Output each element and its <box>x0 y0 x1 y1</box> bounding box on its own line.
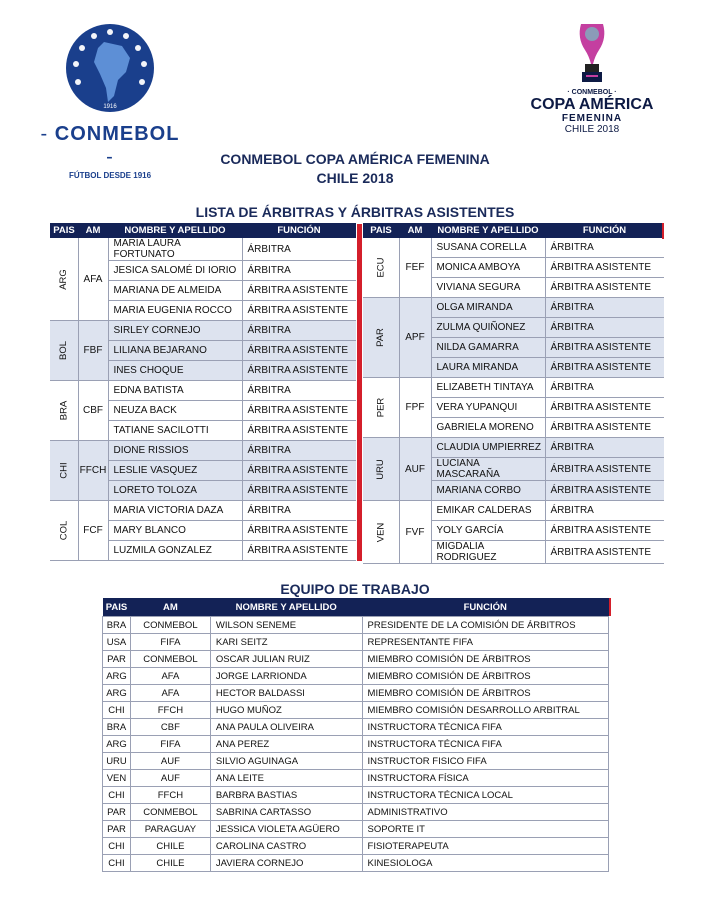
table-row <box>103 685 609 702</box>
table-row <box>363 238 664 258</box>
country-group <box>363 298 664 378</box>
referee-role: ÁRBITRA ASISTENTE <box>242 481 356 501</box>
referee-role: ÁRBITRA ASISTENTE <box>545 398 664 418</box>
logo-line3: FEMENINA <box>561 113 623 124</box>
badge-year: 1916 <box>103 104 117 110</box>
member-role: MIEMBRO COMISIÓN DE ÁRBITROS <box>362 685 608 702</box>
association-cell: APF <box>399 298 431 378</box>
referee-name: LORETO TOLOZA <box>108 481 242 501</box>
member-name: ANA PEREZ <box>210 736 362 753</box>
country-code: PAR <box>103 804 131 821</box>
country-code: ARG <box>103 685 131 702</box>
country-code-cell <box>363 238 399 298</box>
association-cell: CBF <box>78 381 108 441</box>
brand-name: CONMEBOL <box>54 123 180 145</box>
country-code: CHI <box>58 462 70 479</box>
referee-name: VERA YUPANQUI <box>431 398 545 418</box>
association: CONMEBOL <box>130 804 210 821</box>
header-accent <box>662 223 664 239</box>
referee-name: MARY BLANCO <box>108 521 242 541</box>
member-name: HECTOR BALDASSI <box>210 685 362 702</box>
trophy-icon <box>567 20 617 84</box>
table-row <box>363 438 664 458</box>
page-title: CONMEBOL COPA AMÉRICA FEMENINA <box>220 151 490 167</box>
referee-role: ÁRBITRA <box>545 238 664 258</box>
association: AFA <box>130 685 210 702</box>
table-row <box>363 378 664 398</box>
country-code: USA <box>103 634 131 651</box>
member-role: SOPORTE IT <box>362 821 608 838</box>
referee-role: ÁRBITRA ASISTENTE <box>242 461 356 481</box>
referee-role: ÁRBITRA <box>545 378 664 398</box>
referee-role: ÁRBITRA ASISTENTE <box>242 421 356 441</box>
referee-name: VIVIANA SEGURA <box>431 278 545 298</box>
member-name: JORGE LARRIONDA <box>210 668 362 685</box>
referee-role: ÁRBITRA ASISTENTE <box>545 458 664 481</box>
member-name: SABRINA CARTASSO <box>210 804 362 821</box>
referee-role: ÁRBITRA ASISTENTE <box>545 481 664 501</box>
association-cell: FEF <box>399 238 431 298</box>
logo-line2: COPA AMÉRICA <box>530 96 654 113</box>
table-row <box>103 855 609 872</box>
table-row <box>103 787 609 804</box>
table-divider <box>357 224 362 561</box>
country-code: CHI <box>103 787 131 804</box>
country-group <box>363 238 664 298</box>
logo-line1: · CONMEBOL · <box>567 89 617 96</box>
referee-role: ÁRBITRA ASISTENTE <box>242 341 356 361</box>
referee-name: MARIANA CORBO <box>431 481 545 501</box>
member-role: MIEMBRO COMISIÓN DE ÁRBITROS <box>362 668 608 685</box>
col-funcion: FUNCIÓN <box>242 223 356 238</box>
referee-role: ÁRBITRA ASISTENTE <box>545 338 664 358</box>
association: CONMEBOL <box>130 617 210 634</box>
country-code-cell <box>50 321 78 381</box>
referee-name: ELIZABETH TINTAYA <box>431 378 545 398</box>
referee-role: ÁRBITRA <box>545 298 664 318</box>
col-funcion: FUNCIÓN <box>362 598 608 617</box>
table-row <box>50 238 356 261</box>
association-cell: FCF <box>78 501 108 561</box>
referee-name: SUSANA CORELLA <box>431 238 545 258</box>
member-role: MIEMBRO COMISIÓN DE ÁRBITROS <box>362 651 608 668</box>
referee-role: ÁRBITRA ASISTENTE <box>545 278 664 298</box>
country-code: ARG <box>103 736 131 753</box>
country-code: VEN <box>103 770 131 787</box>
association: CONMEBOL <box>130 651 210 668</box>
table-row <box>363 501 664 521</box>
association: FIFA <box>130 736 210 753</box>
referee-role: ÁRBITRA <box>242 441 356 461</box>
country-code-cell <box>363 501 399 564</box>
country-code-cell <box>363 298 399 378</box>
association: FIFA <box>130 634 210 651</box>
header-accent <box>609 598 611 616</box>
referee-name: EDNA BATISTA <box>108 381 242 401</box>
member-name: SILVIO AGUINAGA <box>210 753 362 770</box>
table-row <box>50 501 356 521</box>
col-nombre: NOMBRE Y APELLIDO <box>431 223 545 238</box>
referee-name: CLAUDIA UMPIERREZ <box>431 438 545 458</box>
country-group <box>50 381 356 441</box>
member-role: INSTRUCTORA FÍSICA <box>362 770 608 787</box>
col-nombre: NOMBRE Y APELLIDO <box>210 598 362 617</box>
member-role: MIEMBRO COMISIÓN DESARROLLO ARBITRAL <box>362 702 608 719</box>
country-code: BRA <box>58 400 70 421</box>
table-row <box>103 617 609 634</box>
association: CHILE <box>130 855 210 872</box>
association: CBF <box>130 719 210 736</box>
table-row <box>103 668 609 685</box>
country-code: PAR <box>103 821 131 838</box>
member-name: JESSICA VIOLETA AGÜERO <box>210 821 362 838</box>
association-cell: FVF <box>399 501 431 564</box>
col-pais: PAIS <box>50 223 78 238</box>
referee-name: LESLIE VASQUEZ <box>108 461 242 481</box>
association-cell: FFCH <box>78 441 108 501</box>
referee-name: MARIA EUGENIA ROCCO <box>108 301 242 321</box>
referee-name: LUCIANA MASCARAÑA <box>431 458 545 481</box>
country-code: CHI <box>103 702 131 719</box>
referee-name: SIRLEY CORNEJO <box>108 321 242 341</box>
association: AFA <box>130 668 210 685</box>
table-row <box>103 634 609 651</box>
member-name: ANA LEITE <box>210 770 362 787</box>
referee-role: ÁRBITRA ASISTENTE <box>242 401 356 421</box>
country-group <box>363 378 664 438</box>
referee-role: ÁRBITRA ASISTENTE <box>545 358 664 378</box>
referee-name: EMIKAR CALDERAS <box>431 501 545 521</box>
member-role: KINESIOLOGA <box>362 855 608 872</box>
table-row <box>103 838 609 855</box>
country-code: BRA <box>103 719 131 736</box>
referee-role: ÁRBITRA <box>242 261 356 281</box>
referee-name: MONICA AMBOYA <box>431 258 545 278</box>
association: CHILE <box>130 838 210 855</box>
referee-role: ÁRBITRA <box>242 321 356 341</box>
member-role: ADMINISTRATIVO <box>362 804 608 821</box>
referee-name: OLGA MIRANDA <box>431 298 545 318</box>
conmebol-globe-icon <box>64 22 156 114</box>
member-name: JAVIERA CORNEJO <box>210 855 362 872</box>
referee-name: NILDA GAMARRA <box>431 338 545 358</box>
col-pais: PAIS <box>103 598 131 617</box>
col-funcion: FUNCIÓN <box>545 223 664 238</box>
association-cell: AFA <box>78 238 108 321</box>
referee-name: LUZMILA GONZALEZ <box>108 541 242 561</box>
referee-role: ÁRBITRA ASISTENTE <box>242 541 356 561</box>
page-subtitle: CHILE 2018 <box>316 170 394 186</box>
col-pais: PAIS <box>363 223 399 238</box>
referee-name: YOLY GARCÍA <box>431 521 545 541</box>
table-row <box>103 804 609 821</box>
country-group <box>363 501 664 564</box>
association: AUF <box>130 770 210 787</box>
country-code: BRA <box>103 617 131 634</box>
country-group <box>363 438 664 501</box>
country-code: ARG <box>58 268 70 290</box>
referee-role: ÁRBITRA ASISTENTE <box>242 281 356 301</box>
referee-name: INES CHOQUE <box>108 361 242 381</box>
team-title: EQUIPO DE TRABAJO <box>280 581 430 597</box>
table-row <box>50 441 356 461</box>
copa-america-logo <box>528 20 656 140</box>
country-code-cell <box>50 441 78 501</box>
referee-name: JESICA SALOMÉ DI IORIO <box>108 261 242 281</box>
table-row <box>103 770 609 787</box>
referee-role: ÁRBITRA <box>242 238 356 261</box>
table-row <box>363 298 664 318</box>
member-name: WILSON SENEME <box>210 617 362 634</box>
table-row <box>103 753 609 770</box>
country-group <box>50 238 356 321</box>
table-row <box>50 381 356 401</box>
country-code-cell <box>363 378 399 438</box>
country-code-cell <box>50 238 78 321</box>
referee-role: ÁRBITRA ASISTENTE <box>242 361 356 381</box>
country-code: ARG <box>103 668 131 685</box>
country-code: PAR <box>103 651 131 668</box>
country-code: PER <box>375 397 387 418</box>
country-code: URU <box>375 458 387 480</box>
referee-name: GABRIELA MORENO <box>431 418 545 438</box>
col-am: AM <box>130 598 210 617</box>
country-group <box>50 441 356 501</box>
referee-name: MIGDALIA RODRIGUEZ <box>431 541 545 564</box>
col-nombre: NOMBRE Y APELLIDO <box>108 223 242 238</box>
country-code: CHI <box>103 855 131 872</box>
country-code-cell <box>363 438 399 501</box>
country-code: BOL <box>58 340 70 361</box>
col-am: AM <box>78 223 108 238</box>
country-group <box>50 321 356 381</box>
referee-name: MARIA VICTORIA DAZA <box>108 501 242 521</box>
association: PARAGUAY <box>130 821 210 838</box>
table-row <box>50 321 356 341</box>
brand-tagline: FÚTBOL DESDE 1916 <box>68 171 152 180</box>
country-group <box>50 501 356 561</box>
referee-name: ZULMA QUIÑONEZ <box>431 318 545 338</box>
table-row <box>103 821 609 838</box>
member-role: INSTRUCTORA TÉCNICA FIFA <box>362 736 608 753</box>
association-cell: AUF <box>399 438 431 501</box>
table-row <box>103 719 609 736</box>
member-role: PRESIDENTE DE LA COMISIÓN DE ÁRBITROS <box>362 617 608 634</box>
referee-role: ÁRBITRA <box>242 501 356 521</box>
association-cell: FPF <box>399 378 431 438</box>
country-code-cell <box>50 381 78 441</box>
referee-role: ÁRBITRA ASISTENTE <box>242 521 356 541</box>
referee-role: ÁRBITRA ASISTENTE <box>545 258 664 278</box>
team-table <box>102 598 609 872</box>
col-am: AM <box>399 223 431 238</box>
association: AUF <box>130 753 210 770</box>
referee-role: ÁRBITRA ASISTENTE <box>242 301 356 321</box>
referee-name: LILIANA BEJARANO <box>108 341 242 361</box>
referees-table-left <box>50 223 356 561</box>
member-name: HUGO MUÑOZ <box>210 702 362 719</box>
referee-name: MARIANA DE ALMEIDA <box>108 281 242 301</box>
member-name: BARBRA BASTIAS <box>210 787 362 804</box>
conmebol-logo: 1916 - CONMEBOL - FÚTBOL DESDE 1916 <box>40 18 180 148</box>
country-code: VEN <box>375 522 387 542</box>
referees-table-right <box>363 223 664 564</box>
table-row <box>103 736 609 753</box>
member-name: KARI SEITZ <box>210 634 362 651</box>
country-code-cell <box>50 501 78 561</box>
country-code: PAR <box>375 328 387 347</box>
member-name: CAROLINA CASTRO <box>210 838 362 855</box>
country-code: COL <box>58 520 70 541</box>
referee-role: ÁRBITRA ASISTENTE <box>545 418 664 438</box>
member-role: INSTRUCTORA TÉCNICA LOCAL <box>362 787 608 804</box>
association-cell: FBF <box>78 321 108 381</box>
referee-role: ÁRBITRA <box>545 438 664 458</box>
logo-line4: CHILE 2018 <box>564 124 620 135</box>
referee-role: ÁRBITRA <box>545 501 664 521</box>
referee-role: ÁRBITRA <box>242 381 356 401</box>
referee-role: ÁRBITRA ASISTENTE <box>545 541 664 564</box>
referee-role: ÁRBITRA <box>545 318 664 338</box>
referee-name: NEUZA BACK <box>108 401 242 421</box>
country-code: ECU <box>375 257 387 278</box>
member-name: ANA PAULA OLIVEIRA <box>210 719 362 736</box>
member-role: INSTRUCTORA TÉCNICA FIFA <box>362 719 608 736</box>
member-role: FISIOTERAPEUTA <box>362 838 608 855</box>
country-code: URU <box>103 753 131 770</box>
referee-name: MARIA LAURA FORTUNATO <box>108 238 242 261</box>
member-name: OSCAR JULIAN RUIZ <box>210 651 362 668</box>
referee-name: LAURA MIRANDA <box>431 358 545 378</box>
association: FFCH <box>130 702 210 719</box>
member-role: INSTRUCTOR FISICO FIFA <box>362 753 608 770</box>
table-row <box>103 651 609 668</box>
table-row <box>103 702 609 719</box>
association: FFCH <box>130 787 210 804</box>
referee-name: TATIANE SACILOTTI <box>108 421 242 441</box>
referee-role: ÁRBITRA ASISTENTE <box>545 521 664 541</box>
referees-title: LISTA DE ÁRBITRAS Y ÁRBITRAS ASISTENTES <box>195 204 515 220</box>
referee-name: DIONE RISSIOS <box>108 441 242 461</box>
country-code: CHI <box>103 838 131 855</box>
member-role: REPRESENTANTE FIFA <box>362 634 608 651</box>
